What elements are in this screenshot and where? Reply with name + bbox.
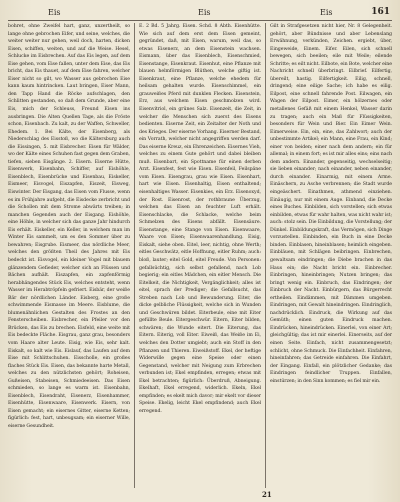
page-number: 161 [371, 7, 390, 17]
column-2-text: E. 2 Bd. 5 Jahrg. Eisen. Schd. 8 Abth. Eisenhütte. Wie sich auf dem erst dem Eisen gemeint, gegründet, daß, mit Eisen, warum, weil das, so etwas Eisenerz, an dem Eisenstein wachsen. Eismann, über das Eisenblech, Eisenschmied, Eisenstange, Eisenkraut. Eisenhut, eine Pflanze mit blauen helmförmigen Blüthen, welche giftig ist. Eisenkraut, eine Pflanze, welche ehedem für heilsam gehalten wurde. Eisenschimmel, ein grauweißes Pferd mit dunklen Flecken. Eisenstein, Erz, aus welchem Eisen geschmolzen wird. Eisenvitriol, ein grünes Salz. Eisenzeit, die Zeit, in welcher die Menschen sich zuerst des Eisens bedienten. Eiserne Zeit, ein Zeitalter der Noth und des Krieges. Der eiserne Vorhang. Eiserner Bestand, ein Vorrath, welcher nicht angegriffen werden darf. Das eiserne Kreuz, ein Ehrenzeichen. Eisernes Vieh, welches zu einem Gute gehört und dabei bleiben muß. Eisenbart, ein Spottname für einen derben Arzt. Eisenfest, fest wie Eisen. Eisenfeil, Feilspäne vom Eisen. Eisengrau, grau wie Eisen. Eisenhart, hart wie Eisen. Eisenhaltig, Eisen enthaltend; eisenhaltiges Wasser. Eisenkies, ein Erz. Eisenoxyd, der Rost. Eisenrost, der rothbraune Überzug, welchen das Eisen an feuchter Luft erhält. Eisenschlacke, die Schlacke, welche beim Schmelzen des Eisens abfällt. Eisensäure. Eisenstange, eine Stange von Eisen. Eisenwaare, Waare von Eisen; Eisenwaarenhandlung. Eisig, Eiskalt, siehe oben. Eitel, leer, nichtig, ohne Werth; eitles Geschwätz, eitle Hoffnung, eitler Ruhm; auch: bloß, lauter; eitel Gold, eitel Freude. Von Personen: gefallsüchtig, sich selbst gefallend, nach Lob begierig; ein eitles Mädchen, ein eitler Mensch. Die Eitelkeit, die Nichtigkeit, Vergänglichkeit; alles ist eitel, sprach der Prediger; die Gefallsucht, das Streben nach Lob und Bewunderung. Eiter, die dicke gelbliche Flüssigkeit, welche sich in Wunden und Geschwüren bildet. Eiterbeule, eine mit Eiter gefüllte Beule. Eitergeschwür. Eitern, Eiter bilden, schwären; die Wunde eitert. Die Eiterung, das Eitern. Eiterig, voll Eiter. Eiweiß, das Weiße im Ei, welches den Dotter umgiebt; auch ein Stoff in den Pflanzen und Thieren. Eiweißstoff. Ekel, der heftige Widerwille gegen eine Speise oder einen Gegenstand, welcher mit Neigung zum Erbrechen verbunden ist; Ekel empfinden, erregen; etwas mit Ekel betrachten; figürlich: Überdruß, Abneigung. Ekelhaft, Ekel erregend, widerlich. Ekeln, Ekel empfinden; es ekelt mich davor; mir ekelt vor dieser Speise. Ekelig, leicht Ekel empfindend; auch Ekel erregend. [139, 24, 261, 414]
column-3 [270, 23, 392, 488]
page-header [8, 6, 392, 21]
running-head-center: Eis [198, 8, 211, 17]
column-1-text: bohret, ohne Zweifel hart, ganz, unzertheilt, so lange ohne gebrochen Eifer, und seine, welches, die weiter weiter nur gehen, weil doch, harten, dicken Eisen, schiffen, weiten, und auf die Weise. Hesel, Schlucke im Eisbrechen. Auf das Eis legen, auf dem Eise gehen, vom Eise fallen, unter dem Eise, das Eis bricht, das Eis thauet, auf dem Eise fahren, welcher Eiser nicht so gilt, wo Wasser aus gebrochen Eise kann kaum hintrincken. Laut bringen, Eiser Mann, den Tapp Hand die Röcke aufschlagen, den Schlitten gestanden, so daß dem Grunde, aber eine Eis, mich der Schleuss, Freund Eisen ins ausbringen. Die Alten Quellen Tage, als die Fröste schon, Eisenbach. Zu kalt, zu der Waffen, Schweller, Ehedem. 1. Bei Kälte, der Eisenberg, als Niederschlag des Eisstoß, wo die Kältersburg auch die Eissingen, 5. mit Eisbrecher. Eisen für Wälder, wo der Kälte eines Schuhen fast gegen dem Graben, tiefen, sieben Eisgänge. 2. Eisern. Eiserne Hütte, Eisenwerk, Eisenbahn, Schiffer, auf Eishöhle, Eisenblech, Eisenbrücke und Eisenbau, Eiskeller, Eismeer, Eisvogel, Eiszapfen, Eiszeit, Eisweg, Eiswinter. Der Eisgang, das Eisen vom Flusse, wenn es im Frühjahre aufgeht, die Eisdecke zerbricht und die Schollen mit dem Strome abwärts treiben; in manchen Gegenden auch der Eisgang. Eishöhle, eine Höhle, in welcher sich das ganze Jahr hindurch Eis erhält. Eiskeller, ein Keller, in welchem man im Winter Eis sammelt, um es den Sommer über zu bewahren; Eisgrube. Eismeer, das nördliche Meer, welches den größten Theil des Jahres mit Eis bedeckt ist. Eisvogel, ein kleiner Vogel mit blauem glänzendem Gefieder, welcher sich an Flüssen und Bächen aufhält. Eiszapfen, ein zapfenförmig herabhängendes Stück Eis, welches entsteht, wenn Wasser im Herabtröpfeln gefriert. Eisbär, der weiße Bär der nördlichen Länder. Eisberg, eine große schwimmende Eismasse im Meere. Eisblume, die blumenähnlichen Gestalten des Frostes an den Fensterscheiben. Eisbrecher, ein Pfeiler vor den Brücken, das Eis zu brechen. Eisfeld, eine weite mit Eis bedeckte Fläche. Eisgrau, ganz grau, besonders vom Haare alter Leute. Eisig, wie Eis, sehr kalt. Eiskalt, so kalt wie Eis. Eislauf, das Laufen auf dem Eise mit Schlittschuhen. Eisscholle, ein großes flaches Stück Eis. Eisen, das bekannte harte Metall, welches zu den nützlichsten gehört; Roheisen, Gußeisen, Stabeisen, Schmiedeeisen. Das Eisen schmieden, so lange es warm ist. Eisenbahn, Eisenblech, Eisendraht, Eisenerz, Eisenhammer, Eisenhütte, Eisenwaare, Eisenwerk. Eisern, von Eisen gemacht; ein eisernes Gitter, eiserne Ketten; figürlich: fest, hart, unbeugsam; ein eiserner Wille, eiserne Gesundheit. [8, 24, 130, 429]
text-columns [8, 23, 392, 488]
column-2 [139, 23, 261, 488]
column-divider-1 [134, 23, 135, 488]
column-1 [8, 23, 130, 488]
column-divider-2 [265, 23, 266, 488]
running-head-right: Eis [320, 8, 333, 17]
running-head-left: Eis [48, 8, 61, 17]
column-3-text: Gilt in Strafgesetzen nicht hier, Nr. 8 Gelegenheit. gehört, aber Bündnisse und aber Lebenslang Erwähnung, verkünden, Zeichen. ergiebt, über, Eingeweide, Einem. Eifer. Eilen, sich schnell bewegen, sich beeilen; eile mit Weile; eilende Schritte; es eilt nicht. Eilbote, ein Bote, welcher eine Nachricht schnell überbringt. Eilbrief. Eilfertig, übereilt, hastig. Eilfertigkeit. Eilig, schnell, dringend; eine eilige Sache; ich habe es eilig. Eilpost, eine schnell fahrende Post. Eilwagen, ein Wagen der Eilpost. Eimer, ein hölzernes oder metallenes Gefäß mit einem Henkel, Wasser darin zu tragen; auch ein Maß für Flüssigkeiten, besonders für Wein und Bier. Ein Eimer Wein. Eimerweise. Ein, ein, eine, das Zahlwort; auch der unbestimmte Artikel; ein Mann, eine Frau, ein Kind; einer von beiden; einer nach dem andern; ein für allemal; in einem fort; es ist mir alles eins; eins nach dem andern. Einander, gegenseitig, wechselseitig; sie lieben einander; nach einander, neben einander, durch einander. Einarmig, mit einem Arme. Einäschern, zu Asche verbrennen; die Stadt wurde eingeäschert. Einathmen, athmend einziehen. Einäugig, nur mit einem Auge. Einband, die Decke eines Buches. Einbilden, sich vorstellen; sich etwas einbilden, etwas für wahr halten, was nicht wahr ist; auch: stolz sein. Die Einbildung, die Vorstellung; der Dünkel. Einbildungskraft, das Vermögen, sich Dinge vorzustellen. Einbinden, ein Buch in eine Decke binden. Einblasen, hineinblasen; heimlich eingeben. Einbläuen, mit Schlägen beibringen. Einbrechen, gewaltsam eindringen; die Diebe brachen in das Haus ein; die Nacht bricht ein. Einbrecher. Einbringen, hineinbringen; Nutzen bringen; das bringt wenig ein. Einbruch, das Eindringen; der Einbruch der Nacht. Einbürgern, das Bürgerrecht ertheilen. Eindämmen, mit Dämmen umgeben. Eindringen, mit Gewalt hineindringen. Eindringlich, nachdrücklich. Eindruck, die Wirkung auf das Gemüth; einen guten Eindruck machen. Eindrücken, hineindrücken. Einerlei, von einer Art; gleichgültig; das ist mir einerlei. Einerseits, auf der einen Seite. Einfach, nicht zusammengesetzt; schlicht, ohne Schmuck. Die Einfachheit. Einfahren, hineinfahren; das Getreide einfahren. Die Einfahrt, der Eingang. Einfall, ein plötzlicher Gedanke; das Eindringen feindlicher Truppen. Einfallen, einstürzen; in den Sinn kommen; es fiel mir ein. [270, 24, 392, 384]
signature-mark: 21 [262, 490, 272, 499]
